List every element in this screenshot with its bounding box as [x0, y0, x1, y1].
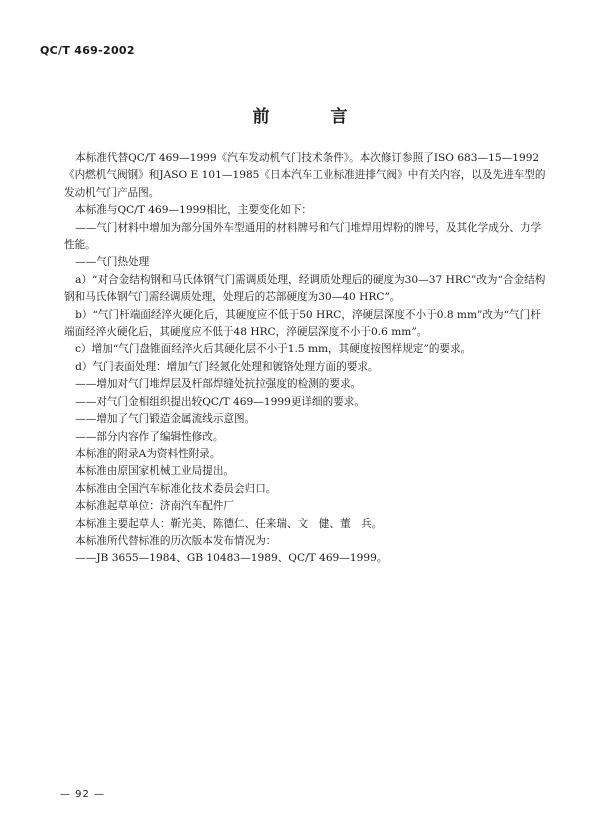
paragraph: 本标准起草单位：济南汽车配件厂: [75, 500, 235, 513]
paragraph: 本标准与QC/T 469—1999相比，主要变化如下：: [75, 204, 313, 217]
paragraph: ——JB 3655—1984、GB 10483—1989、QC/T 469—1999。: [75, 552, 388, 565]
paragraph: ——增加了气门锻造金属流线示意图。: [75, 413, 256, 426]
foreword-body: [64, 150, 546, 568]
paragraph: 本标准由原国家机械工业局提出。: [75, 465, 235, 478]
paragraph: a）“对合金结构钢和马氏体钢气门需调质处理，经调质处理后的硬度为30—37 HRC”改为“合金结构钢和马氏体钢气门需经调质处理，处理后的芯部硬度为30—40 HRC”。: [64, 273, 546, 304]
paragraph: ——气门热处理: [75, 256, 150, 269]
paragraph: ——对气门金相组织提出较QC/T 469—1999更详细的要求。: [75, 395, 365, 408]
paragraph: d）气门表面处理：增加气门经氮化处理和镀铬处理方面的要求。: [75, 360, 379, 373]
paragraph: ——部分内容作了编辑性修改。: [75, 430, 224, 443]
paragraph: 本标准由全国汽车标准化技术委员会归口。: [75, 482, 277, 495]
paragraph: 本标准代替QC/T 469—1999《汽车发动机气门技术条件》。本次修订参照了ISO 683—15—1992《内燃机气阀钢》和JASO E 101—1985《日本汽车工业标准进排气阀》中有关内容，以及先进车型的发动机气门产品图。: [64, 152, 546, 199]
paragraph: ——增加对气门堆焊层及杆部焊缝处抗拉强度的检测的要求。: [75, 378, 362, 391]
page-title: 前 言: [252, 107, 370, 127]
paragraph: 本标准主要起草人：靳光美、陈德仁、任来瑞、文 健、董 兵。: [75, 517, 383, 530]
paragraph: ——气门材料中增加为部分国外车型通用的材料牌号和气门堆焊用焊粉的牌号，及其化学成分、力学性能。: [64, 221, 542, 252]
page-number: — 92 —: [60, 789, 106, 800]
paragraph: 本标准所代替标准的历次版本发布情况为：: [75, 534, 277, 547]
paragraph: c）增加“气门盘锥面经淬火后其硬化层不小于1.5 mm，其硬度按图样规定”的要求。: [75, 343, 472, 356]
paragraph: b）“气门杆端面经淬火硬化后，其硬度应不低于50 HRC，淬硬层深度不小于0.8 mm”改为“气门杆端面经淬火硬化后，其硬度应不低于48 HRC，淬硬层深度不小于0.6 mm”。: [64, 308, 541, 339]
paragraph: 本标准的附录A为资料性附录。: [75, 447, 221, 460]
standard-code: QC/T 469-2002: [40, 44, 135, 57]
